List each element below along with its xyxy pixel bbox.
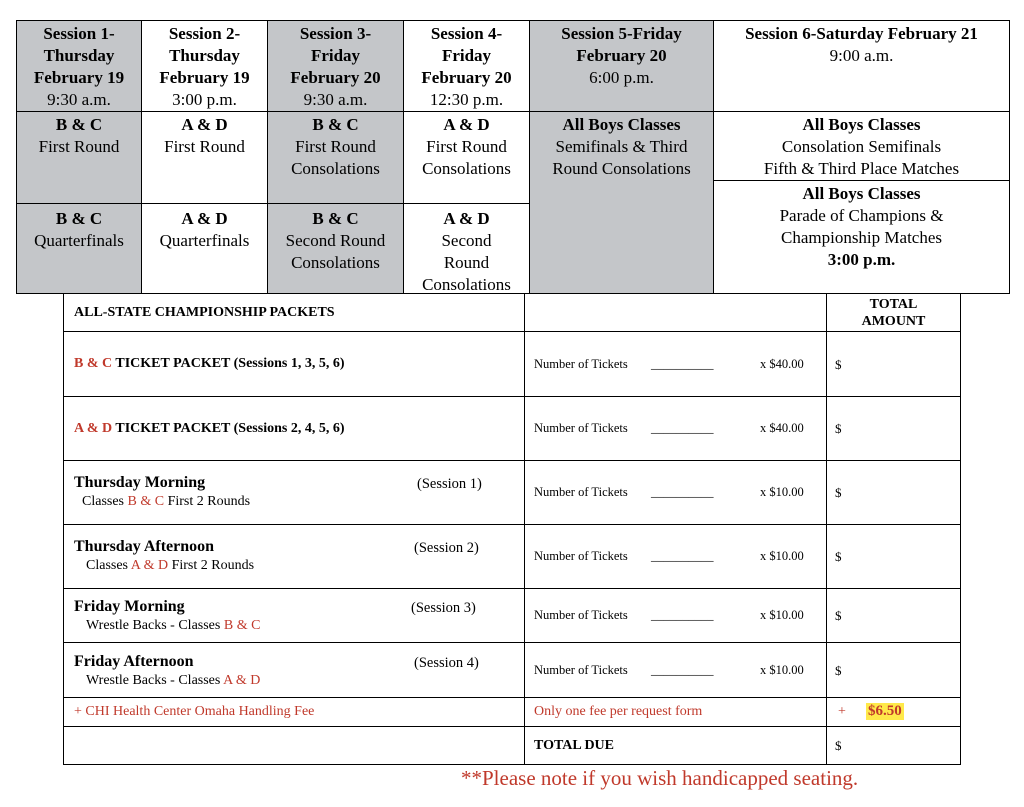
session-1-total[interactable]: $ bbox=[835, 485, 842, 500]
packet-bc-text: TICKET PACKET (Sessions 1, 3, 5, 6) bbox=[115, 356, 345, 371]
session-3-quantity[interactable]: __________ bbox=[651, 608, 714, 622]
session-3-number: (Session 3) bbox=[411, 600, 476, 616]
session-3-line: Session 3- bbox=[299, 24, 372, 43]
session-1-quantity[interactable]: __________ bbox=[651, 485, 714, 499]
session-1-desc: Classes B & C First 2 Rounds bbox=[82, 494, 251, 509]
packet-ad-text: TICKET PACKET (Sessions 2, 4, 5, 6) bbox=[115, 421, 345, 436]
packet-ad-total[interactable]: $ bbox=[835, 421, 842, 436]
session-4-number: (Session 4) bbox=[414, 655, 479, 671]
packet-bc-label bbox=[74, 356, 344, 372]
packet-ad-label bbox=[74, 421, 344, 437]
packet-bc-total[interactable]: $ bbox=[835, 357, 842, 372]
session-2-day: Thursday bbox=[169, 46, 240, 65]
session-3-time: 9:30 a.m. bbox=[303, 90, 368, 109]
session-5-header bbox=[529, 20, 714, 112]
session-3-header bbox=[267, 20, 404, 112]
row2-session-6 bbox=[713, 180, 1010, 294]
total-due-amount[interactable]: $ bbox=[835, 738, 842, 753]
session-1-header bbox=[16, 20, 142, 112]
session-2-quantity[interactable]: __________ bbox=[651, 549, 714, 563]
session-5-line: Session 5-Friday bbox=[561, 24, 682, 43]
session-1-number-label: Number of Tickets bbox=[534, 485, 628, 499]
row2-s3-text: Second Round bbox=[285, 231, 386, 250]
session-4-number-label: Number of Tickets bbox=[534, 663, 628, 677]
row1-s4-text-2: Consolations bbox=[422, 159, 511, 178]
packet-ad-quantity[interactable]: __________ bbox=[651, 421, 714, 435]
session-4-header bbox=[403, 20, 530, 112]
session-1-number: (Session 1) bbox=[417, 476, 482, 492]
row1-s2-classes: A & D bbox=[181, 115, 228, 134]
row2-session-3 bbox=[267, 203, 404, 294]
session-6-time: 9:00 a.m. bbox=[829, 46, 894, 65]
row1-s4-classes: A & D bbox=[443, 115, 490, 134]
row2-s1-classes: B & C bbox=[55, 209, 103, 228]
row2-s4-text-3: Consolations bbox=[422, 275, 511, 294]
row1-session-3 bbox=[267, 111, 404, 204]
session-2-price: x $10.00 bbox=[760, 549, 804, 563]
row1-s3-text-2: Consolations bbox=[291, 159, 380, 178]
row1-s5-text-2: Round Consolations bbox=[552, 159, 691, 178]
session-4-line: Session 4- bbox=[430, 24, 503, 43]
row2-session-2 bbox=[141, 203, 268, 294]
session-3-date: February 20 bbox=[290, 68, 381, 87]
row1-s5-classes: All Boys Classes bbox=[562, 115, 681, 134]
session-3-title: Friday Morning bbox=[74, 598, 185, 615]
session-4-quantity[interactable]: __________ bbox=[651, 663, 714, 677]
total-due-label: TOTAL DUE bbox=[534, 738, 615, 753]
session-4-price: x $10.00 bbox=[760, 663, 804, 677]
row1-s1-classes: B & C bbox=[55, 115, 103, 134]
session-2-line: Session 2- bbox=[168, 24, 241, 43]
packet-bc-quantity[interactable]: __________ bbox=[651, 357, 714, 371]
row1-s5-text: Semifinals & Third bbox=[555, 137, 688, 156]
row2-s6-classes: All Boys Classes bbox=[802, 184, 921, 203]
handling-fee-amount: $6.50 bbox=[868, 703, 902, 719]
session-5-date: February 20 bbox=[576, 46, 667, 65]
row2-s6-text-2: Championship Matches bbox=[780, 228, 942, 247]
packet-ad-classes: A & D bbox=[74, 421, 113, 436]
session-2-total[interactable]: $ bbox=[835, 549, 842, 564]
row2-s6-time: 3:00 p.m. bbox=[827, 250, 896, 269]
row1-session-5 bbox=[529, 111, 714, 294]
row1-s3-classes: B & C bbox=[312, 115, 359, 134]
session-4-day: Friday bbox=[441, 46, 492, 65]
session-4-time: 12:30 p.m. bbox=[429, 90, 504, 109]
session-1-price: x $10.00 bbox=[760, 485, 804, 499]
handling-fee-label: + CHI Health Center Omaha Handling Fee bbox=[74, 704, 315, 719]
session-1-line: Session 1- bbox=[43, 24, 115, 43]
row1-session-4 bbox=[403, 111, 530, 204]
row2-s4-classes: A & D bbox=[443, 209, 490, 228]
session-1-day: Thursday bbox=[43, 46, 115, 65]
session-2-number-label: Number of Tickets bbox=[534, 549, 628, 563]
session-4-title: Friday Afternoon bbox=[74, 653, 194, 670]
row1-session-1 bbox=[16, 111, 142, 204]
row1-session-2 bbox=[141, 111, 268, 204]
total-header: TOTAL bbox=[869, 297, 918, 312]
session-1-date: February 19 bbox=[33, 68, 125, 87]
row1-s4-text: First Round bbox=[426, 137, 507, 156]
row1-s6-classes: All Boys Classes bbox=[802, 115, 921, 134]
session-1-time: 9:30 a.m. bbox=[47, 90, 111, 109]
row1-session-6 bbox=[713, 111, 1010, 181]
session-4-desc: Wrestle Backs - Classes A & D bbox=[86, 673, 261, 688]
row2-s1-text: Quarterfinals bbox=[34, 231, 124, 250]
packets-header: ALL-STATE CHAMPIONSHIP PACKETS bbox=[74, 305, 335, 320]
session-2-desc: Classes A & D First 2 Rounds bbox=[86, 558, 255, 573]
packet-bc-number-label: Number of Tickets bbox=[534, 357, 628, 371]
row2-session-1 bbox=[16, 203, 142, 294]
row2-s4-text: Second bbox=[441, 231, 492, 250]
session-3-day: Friday bbox=[310, 46, 361, 65]
session-4-date: February 20 bbox=[421, 68, 512, 87]
packet-ad-number-label: Number of Tickets bbox=[534, 421, 628, 435]
row2-s6-text: Parade of Champions & bbox=[779, 206, 944, 225]
session-3-desc: Wrestle Backs - Classes B & C bbox=[86, 618, 261, 633]
session-5-time: 6:00 p.m. bbox=[589, 68, 654, 87]
amount-header: AMOUNT bbox=[861, 314, 926, 329]
handicapped-seating-note: **Please note if you wish handicapped seating. bbox=[461, 766, 859, 790]
session-4-total[interactable]: $ bbox=[835, 663, 842, 678]
packet-ad-price: x $40.00 bbox=[760, 421, 804, 435]
row1-s6-text: Consolation Semifinals bbox=[781, 137, 942, 156]
session-6-header bbox=[713, 20, 1010, 112]
row1-s1-text: First Round bbox=[38, 137, 120, 156]
session-2-time: 3:00 p.m. bbox=[172, 90, 237, 109]
session-6-line: Session 6-Saturday February 21 bbox=[745, 24, 978, 43]
session-3-number-label: Number of Tickets bbox=[534, 608, 628, 622]
row2-s3-text-2: Consolations bbox=[291, 253, 380, 272]
row2-s4-text-2: Round bbox=[443, 253, 490, 272]
handling-fee-plus: + bbox=[838, 704, 846, 719]
packet-bc-classes: B & C bbox=[74, 356, 113, 371]
row1-s3-text: First Round bbox=[295, 137, 376, 156]
session-2-title: Thursday Afternoon bbox=[74, 538, 215, 555]
session-2-header bbox=[141, 20, 268, 112]
session-2-number: (Session 2) bbox=[414, 540, 479, 556]
row2-s2-classes: A & D bbox=[181, 209, 228, 228]
row2-s3-classes: B & C bbox=[312, 209, 359, 228]
session-2-date: February 19 bbox=[159, 68, 250, 87]
row2-s2-text: Quarterfinals bbox=[159, 231, 250, 250]
row1-s6-text-2: Fifth & Third Place Matches bbox=[763, 159, 960, 178]
row2-session-4 bbox=[403, 203, 530, 294]
session-1-title: Thursday Morning bbox=[74, 474, 206, 491]
packet-bc-price: x $40.00 bbox=[760, 357, 804, 371]
row1-s2-text: First Round bbox=[164, 137, 245, 156]
session-3-price: x $10.00 bbox=[760, 608, 804, 622]
session-3-total[interactable]: $ bbox=[835, 608, 842, 623]
handling-fee-note: Only one fee per request form bbox=[534, 704, 703, 719]
